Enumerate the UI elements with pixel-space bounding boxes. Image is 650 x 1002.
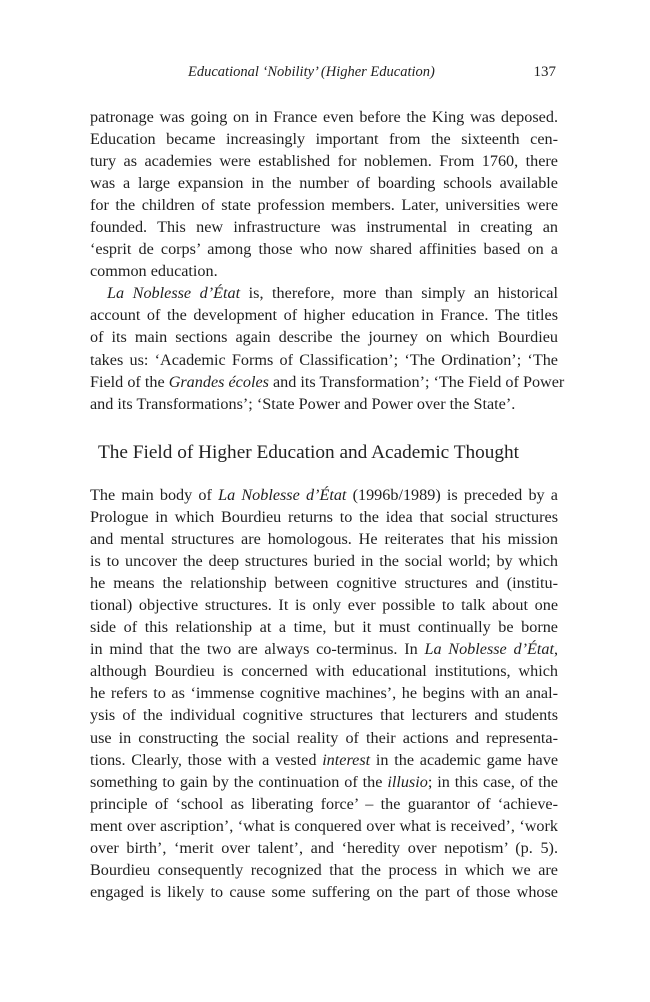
text-line: patronage was going on in France even before the King was deposed.: [90, 108, 558, 126]
text-line: common education.: [90, 262, 218, 281]
text-line: although Bourdieu is concerned with educational institutions, which: [90, 662, 558, 681]
running-title: Educational ‘Nobility’ (Higher Education): [188, 64, 435, 80]
text-line: tional) objective structures. It is only ever possible to talk about one: [90, 596, 558, 615]
text-run: something to gain by the continuation of the: [90, 772, 388, 791]
text-line: Education became increasingly important from the sixteenth cen-: [90, 130, 558, 149]
text-run: Field of the: [90, 372, 169, 391]
text-line: [90, 638, 558, 660]
text-line: is to uncover the deep structures buried in the social world; by which: [90, 552, 558, 571]
text-line: he means the relationship between cognitive structures and (institu-: [90, 574, 558, 593]
text-line: and its Transformations’; ‘State Power and Power over the State’.: [90, 394, 516, 413]
text-line: tury as academies were established for noblemen. From 1760, there: [90, 152, 558, 171]
section-heading: The Field of Higher Education and Academic Thought: [98, 442, 520, 463]
book-title-italic: La Noblesse d’État: [424, 640, 554, 659]
text-line: over birth’, ‘merit over talent’, and ‘heredity over nepotism’ (p. 5).: [90, 838, 558, 857]
text-line: for the children of state profession members. Later, universities were: [90, 196, 558, 215]
book-title-italic: La Noblesse d’État: [107, 284, 241, 303]
text-line: principle of ‘school as liberating force’ – the guarantor of ‘achieve-: [90, 794, 558, 813]
text-line: account of the development of higher education in France. The titles: [90, 306, 558, 325]
text-line: [90, 771, 558, 793]
italic-term: Grandes écoles: [168, 372, 269, 391]
text-line: use in constructing the social reality of their actions and representa-: [90, 728, 558, 747]
text-run: ,: [553, 640, 558, 659]
paragraph-block-1: [90, 106, 565, 415]
text-run: tions. Clearly, those with a vested: [90, 750, 323, 769]
text-line: ysis of the individual cognitive structures that lecturers and students: [90, 706, 558, 725]
italic-term: illusio: [387, 772, 428, 791]
book-title-italic: La Noblesse d’État: [218, 486, 347, 504]
text-line: engaged is likely to cause some suffering on the part of those whose: [90, 882, 558, 901]
running-head: [90, 64, 560, 84]
text-run: (1996b/1989) is preceded by a: [346, 486, 558, 504]
text-run: The main body of: [90, 486, 219, 504]
italic-term: interest: [322, 750, 371, 769]
page-number: 137: [533, 64, 556, 80]
text-line: of its main sections again describe the journey on which Bourdieu: [90, 328, 558, 347]
text-line: side of this relationship at a time, but it must continually be borne: [90, 618, 558, 637]
text-line: was a large expansion in the number of boarding schools available: [90, 174, 558, 193]
text-line: Bourdieu consequently recognized that the process in which we are: [90, 860, 558, 879]
text-line: Prologue in which Bourdieu returns to the idea that social structures: [90, 508, 558, 527]
text-run: is, therefore, more than simply an historical: [240, 284, 558, 303]
text-line: takes us: ‘Academic Forms of Classification’; ‘The Ordination’; ‘The: [90, 350, 558, 369]
text-line: [90, 282, 558, 304]
text-run: ; in this case, of the: [427, 772, 558, 791]
text-line: and mental structures are homologous. He reiterates that his mission: [90, 530, 558, 549]
text-line: founded. This new infrastructure was instrumental in creating an: [90, 218, 558, 237]
text-line: he refers to as ‘immense cognitive machines’, he begins with an anal-: [90, 684, 558, 703]
paragraph-block-2: [90, 484, 558, 903]
text-run: in the academic game have: [370, 750, 559, 769]
text-line: ‘esprit de corps’ among those who now shared affinities based on a: [90, 240, 558, 259]
text-line: [90, 749, 558, 771]
text-run: in mind that the two are always co-terminus. In: [90, 640, 425, 659]
text-run: and its Transformation’; ‘The Field of Power: [268, 372, 565, 391]
text-line: [90, 371, 565, 393]
text-line: [90, 484, 558, 506]
text-line: ment over ascription’, ‘what is conquered over what is received’, ‘work: [90, 816, 558, 835]
